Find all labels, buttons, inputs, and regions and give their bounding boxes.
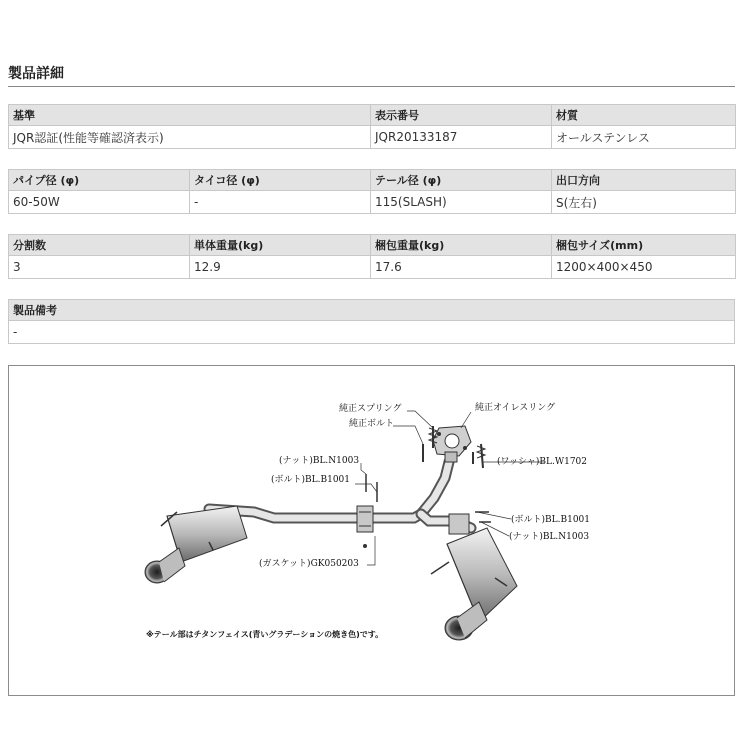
header-display-number: 表示番号 [371, 105, 552, 126]
header-silencer-diameter: タイコ径 (φ) [190, 170, 371, 191]
spec-table-weights [8, 234, 736, 279]
value-tail-diameter: 115(SLASH) [371, 191, 552, 214]
value-standard: JQR認証(性能等確認済表示) [9, 126, 371, 149]
value-material: オールステンレス [552, 126, 736, 149]
header-package-weight: 梱包重量(kg) [371, 235, 552, 256]
label-bolt-left: (ボルト)BL.B1001 [271, 475, 350, 485]
header-tail-diameter: テール径 (φ) [371, 170, 552, 191]
header-unit-weight: 単体重量(kg) [190, 235, 371, 256]
value-package-weight: 17.6 [371, 256, 552, 279]
value-pipe-diameter: 60-50W [9, 191, 190, 214]
value-pieces: 3 [9, 256, 190, 279]
label-nut-right: (ナット)BL.N1003 [509, 532, 590, 542]
value-exit-direction: S(左右) [552, 191, 736, 214]
left-muffler [145, 506, 247, 583]
right-muffler [431, 528, 517, 640]
spec-table-notes [8, 299, 735, 344]
front-flange [433, 426, 471, 462]
exhaust-diagram [8, 365, 735, 696]
value-package-size: 1200×400×450 [552, 256, 736, 279]
washer-bolt [473, 444, 485, 468]
header-pipe-diameter: パイプ径 (φ) [9, 170, 190, 191]
left-clamp [357, 474, 377, 548]
label-gasket: (ガスケット)GK050203 [259, 559, 359, 569]
header-exit-direction: 出口方向 [552, 170, 736, 191]
label-oem-rubber-ring: 純正オイレスリング [475, 403, 556, 413]
header-pieces: 分割数 [9, 235, 190, 256]
value-product-notes: - [9, 321, 735, 344]
section-title: 製品詳細 [8, 66, 64, 82]
spec-table-standard [8, 104, 736, 149]
label-oem-spring: 純正スプリング [339, 404, 402, 414]
label-washer: (ワッシャ)BL.W1702 [497, 457, 587, 467]
header-package-size: 梱包サイズ(mm) [552, 235, 736, 256]
label-nut-left: (ナット)BL.N1003 [279, 456, 360, 466]
header-product-notes: 製品備考 [9, 300, 735, 321]
value-silencer-diameter: - [190, 191, 371, 214]
title-divider [8, 86, 735, 87]
label-bolt-right: (ボルト)BL.B1001 [511, 515, 590, 525]
header-material: 材質 [552, 105, 736, 126]
spec-table-diameters [8, 169, 736, 214]
header-standard: 基準 [9, 105, 371, 126]
exhaust-system-drawing [9, 366, 734, 695]
value-display-number: JQR20133187 [371, 126, 552, 149]
diagram-note: ※テール部はチタンフェイス(青いグラデーションの焼き色)です。 [146, 630, 384, 639]
label-oem-bolt: 純正ボルト [349, 419, 395, 429]
value-unit-weight: 12.9 [190, 256, 371, 279]
